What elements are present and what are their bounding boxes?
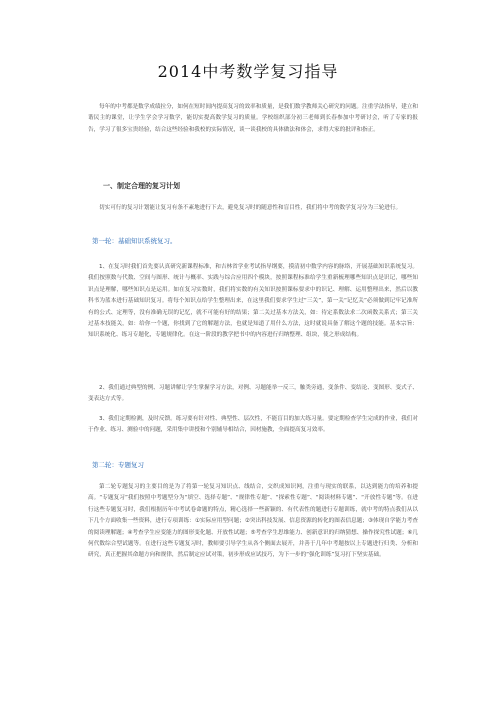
- intro-paragraph: 每年的中考都是数学成绩拉分，如何在短时间内提高复习的效率和质量，是我们数学教师关心研究的问题。注重学法指导，建立和谐民主的课堂，让学生学会学习数学，能切实提高数学复习的质量。学校组织部分初三老师到长春参加中考研讨会，听了专家的报告，学习了很多宝贵经验，结合这些经验和我校的实际情况，谈一谈我校的具体做法和体会，求得大家的批评和指正。: [88, 104, 418, 133]
- round1-heading: 第一轮：基础知识系统复习。: [92, 237, 177, 245]
- section-heading-plan: 一、制定合理的复习计划: [103, 182, 180, 190]
- round2-heading: 第二轮：专题复习: [92, 461, 144, 469]
- round1-paragraph-2: 2、我们通过典型的例、习题讲解让学生掌握学习方法，对例、习题能举一反三，触类旁通，变条件、变结论、变图形、变式子、变表达方式等。: [88, 385, 418, 403]
- document-title: 2014中考数学复习指导: [157, 62, 339, 81]
- round1-paragraph-3: 3、我们定期检测，及时反馈。练习要有针对性、典型性、层次性，不能盲目的加大练习量。要定期检查学生完成的作业，我们对于作业、练习、测验中的问题，采用集中讲授和个别辅导相结合，因材施教，全面提高复习效率。: [88, 416, 418, 434]
- plan-intro-paragraph: 切实可行的复习计划能让复习有条不紊地进行下去，避免复习时的随意性和盲目性，我们将中考的数学复习分为三轮进行。: [99, 205, 402, 211]
- round2-paragraph-1: 第二轮专题复习的主要目的是为了将第一轮复习知识点、线结合，交织成知识网，注重与现实的联系，以达到能力的培养和提高。“专题复习”我们按照中考题型分为“填空、选择专题”、“规律性专题”、“探索性专题”、“阅读材料专题”、“开放性专题”等。在进行这些专题复习时，我们根据历年中考试卷命题的特点，精心选择一些新颖的、有代表性的题进行专题训练，就中考的特点我们从以下几个方面收集一些资料，进行专项训练：①实际应用型问题；②突出科技发展、信息资源的转化的图表信息题；③体现自学能力考查的阅读理解题；④考查学生应变能力的图形变化题、开放性试题；⑤考查学生思维能力、创新意识的归纳猜想、操作探究性试题；⑥几何代数综合型试题等。在进行这些专题复习时，教师要引导学生从各个侧面去展开，并善于几年中考题按以上专题进行归类、分析和研究，真正把握其命题方向和规律，然后制定应试对策，初步形成应试技巧，为下一步的“强化训练”复习打下坚实基础。: [88, 484, 418, 559]
- round1-paragraph-1: 1、在复习时我们首先要认真研究新课程标准，和吉林省学业考试指导纲要，摸清初中数学内容的脉络，开展基础知识系统复习。我们按照数与代数、空间与图形、统计与概率、实践与综合应用四个模块，按照课程标准给学生重新梳理哪些知识点是识记，哪些知识点是理解，哪些知识点是运用。如在复习实数时，我们将实数的有关知识按照课标要求中的识记、理解、运用整理出来，然后以教科书为蓝本进行基础知识复习。将每个知识点给学生整理出来，在这里我们要求学生过“三关”，第一关“记忆关”必须做到记牢记准所有的公式、定理等，没有准确无误的记忆，就不可能有好的结果；第二关过基本方法关，如：待定系数法求二次函数关系式；第三关过基本技能关，如：给你一个题，你找到了它的解题方法，也就是知道了用什么方法，这时就说具备了解这个题的技能。基本宗旨：知识系统化、练习专题化，专题规律化。在这一阶段的教学把书中的内容进行归纳整理、组块，使之形成结构。: [88, 264, 418, 339]
